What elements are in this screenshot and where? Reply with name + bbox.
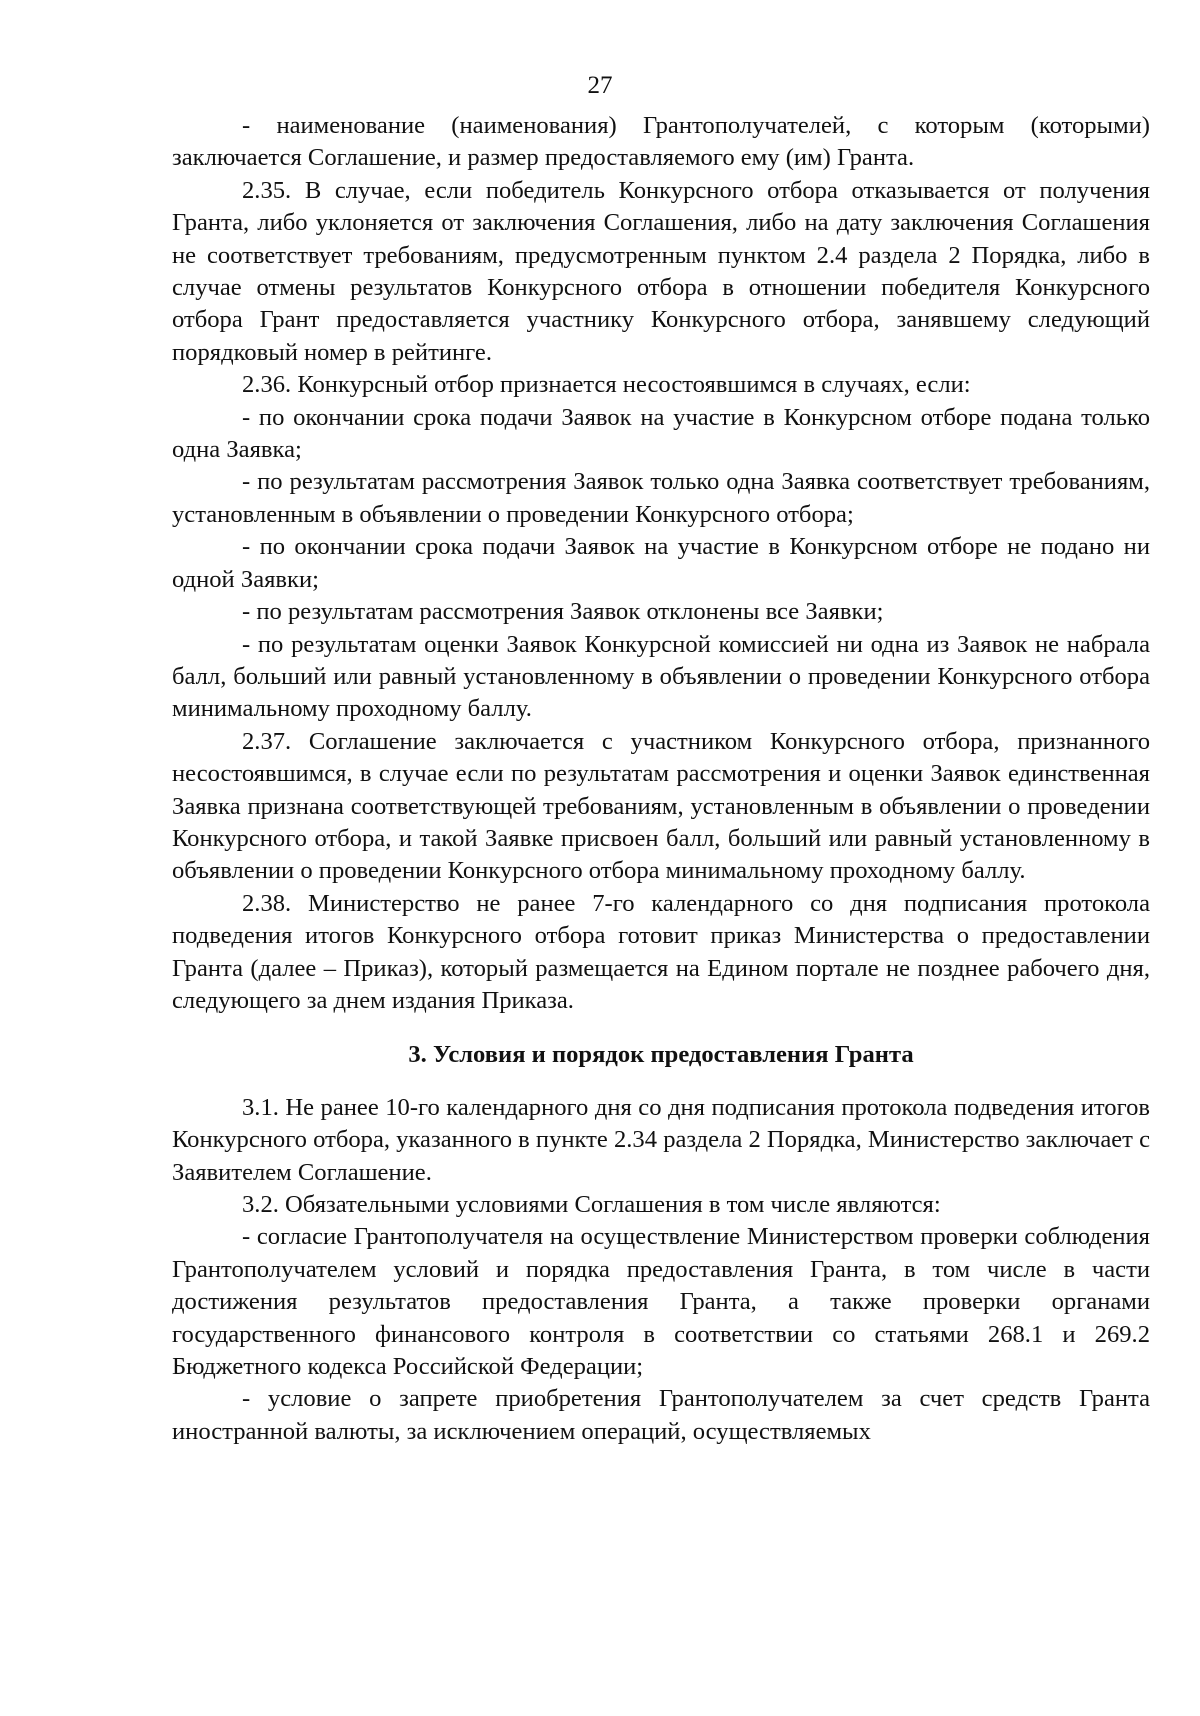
page-number: 27 [587, 72, 613, 99]
list-item-no-applications: - по окончании срока подачи Заявок на участие в Конкурсном отборе не подано ни одной Заявки; [172, 533, 1150, 593]
paragraph-2-35: 2.35. В случае, если победитель Конкурсного отбора отказывается от получения Гранта, либо уклоняется от заключения Соглашения, либо на дату заключения Соглашения не соответствует требованиям, предусмотренным пунктом 2.4 раздела 2 Порядка, либо в случае отмены результатов Конкурсного отбора в отношении победителя Конкурсного отбора Грант предоставляется участнику Конкурсного отбора, занявшему следующий порядковый номер в рейтинге. [172, 176, 1150, 366]
list-item-one-application: - по окончании срока подачи Заявок на участие в Конкурсном отборе подана только одна Заявка; [172, 403, 1150, 464]
paragraph-grantee-name: - наименование (наименования) Грантополучателей, с которым (которыми) заключается Соглашение, и размер предоставляемого ему (им) Гранта. [172, 112, 1150, 172]
list-item-currency-ban: - условие о запрете приобретения Грантополучателем за счет средств Гранта иностранной валюты, за исключением операций, осуществляемых [172, 1385, 1150, 1445]
list-item-no-passing-score: - по результатам оценки Заявок Конкурсной комиссией ни одна из Заявок не набрала балл, больший или равный установленному в объявлении о проведении Конкурсного отбора минимальному проходному баллу. [172, 630, 1150, 723]
paragraph-3-2: 3.2. Обязательными условиями Соглашения в том числе являются: [242, 1191, 941, 1218]
document-body [172, 110, 1150, 1448]
section-heading: 3. Условия и порядок предоставления Гранта [408, 1041, 914, 1069]
list-item-all-rejected: - по результатам рассмотрения Заявок отклонены все Заявки; [242, 598, 884, 626]
list-item-consent-inspection: - согласие Грантополучателя на осуществление Министерством проверки соблюдения Грантополучателем условий и порядка предоставления Гранта, в том числе в части достижения результатов предоставления Гранта, а также проверки органами государственного финансового контроля в соответствии со статьями 268.1 и 269.2 Бюджетного кодекса Российской Федерации; [172, 1223, 1150, 1381]
paragraph-2-37: 2.37. Соглашение заключается с участником Конкурсного отбора, признанного несостоявшимся, в случае если по результатам рассмотрения и оценки Заявок единственная Заявка признана соответствующей требованиям, установленным в объявлении о проведении Конкурсного отбора, и такой Заявке присвоен балл, больший или равный установленному в объявлении о проведении Конкурсного отбора минимальному проходному баллу. [172, 727, 1150, 885]
paragraph-2-38: 2.38. Министерство не ранее 7-го календарного со дня подписания протокола подведения итогов Конкурсного отбора готовит приказ Министерства о предоставлении Гранта (далее – Приказ), который размещается на Едином портале не позднее рабочего дня, следующего за днем издания Приказа. [172, 889, 1150, 1014]
list-item-one-compliant: - по результатам рассмотрения Заявок только одна Заявка соответствует требованиям, установленным в объявлении о проведении Конкурсного отбора; [172, 468, 1150, 528]
paragraph-2-36: 2.36. Конкурсный отбор признается несостоявшимся в случаях, если: [242, 371, 971, 399]
paragraph-3-1: 3.1. Не ранее 10-го календарного дня со дня подписания протокола подведения итогов Конкурсного отбора, указанного в пункте 2.34 раздела 2 Порядка, Министерство заключает с Заявителем Соглашение. [172, 1093, 1150, 1186]
